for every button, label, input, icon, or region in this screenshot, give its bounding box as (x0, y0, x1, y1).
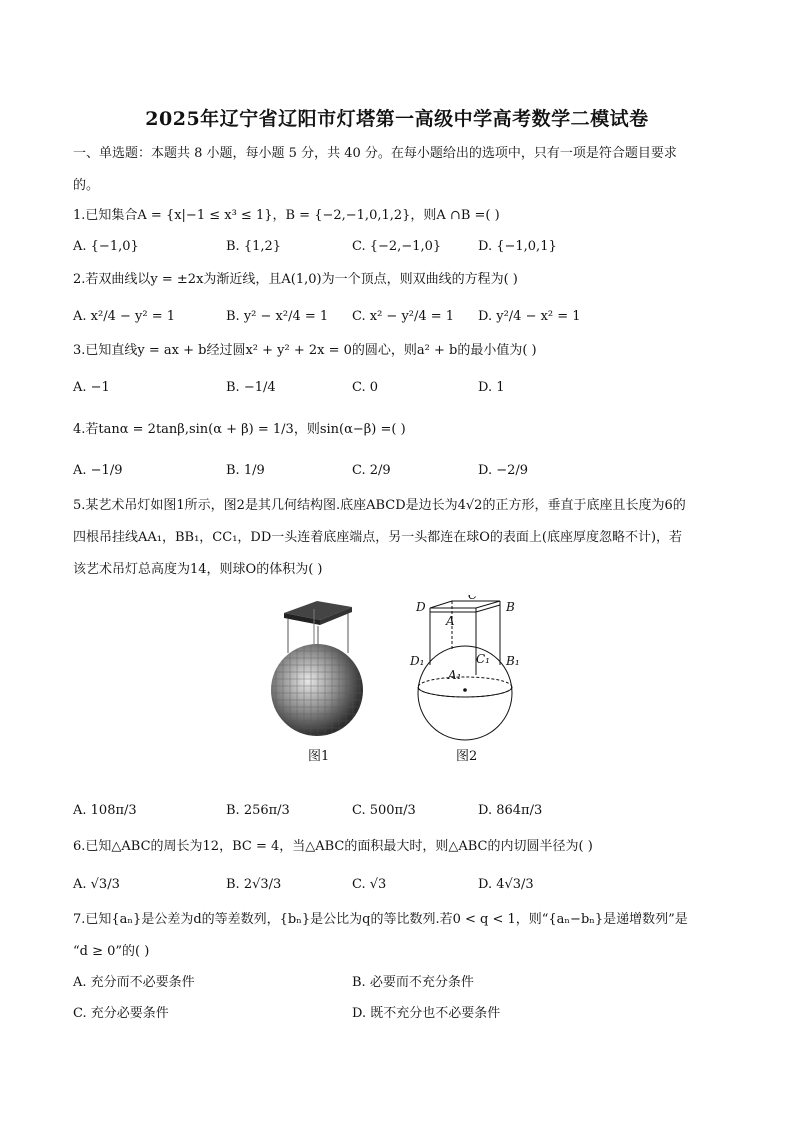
label-a: A (446, 614, 455, 628)
question-1-option-b: B. {1,2} (226, 239, 282, 254)
question-2-option-b: B. y² − x²/4 = 1 (226, 309, 329, 324)
figure-1-lamp (271, 601, 363, 736)
question-7-option-a: A. 充分而不必要条件 (73, 975, 195, 990)
question-3-option-b: B. −1/4 (226, 380, 276, 395)
question-4-stem: 4.若tanα = 2tanβ,sin(α + β) = 1/3，则sin(α−β) =( ) (73, 422, 406, 437)
question-6-stem: 6.已知△ABC的周长为12，BC = 4，当△ABC的面积最大时，则△ABC的内切圆半径为( ) (73, 839, 593, 854)
label-a1: A₁ (448, 668, 462, 682)
question-6-option-a: A. √3/3 (73, 877, 120, 892)
figure-caption-2: 图2 (456, 749, 478, 764)
question-2-option-d: D. y²/4 − x² = 1 (478, 309, 581, 324)
question-5-stem-line3: 该艺术吊灯总高度为14，则球O的体积为( ) (73, 562, 323, 577)
label-d: D (416, 600, 426, 614)
question-1-option-c: C. {−2,−1,0} (352, 239, 442, 254)
question-5-option-b: B. 256π/3 (226, 803, 290, 818)
question-4-option-b: B. 1/9 (226, 463, 265, 478)
question-6-option-d: D. 4√3/3 (478, 877, 534, 892)
question-1-option-d: D. {−1,0,1} (478, 239, 557, 254)
question-7-option-d: D. 既不充分也不必要条件 (352, 1006, 501, 1021)
figure-2-structure (418, 601, 512, 740)
figure-caption-1: 图1 (308, 749, 330, 764)
label-c: C (468, 595, 478, 602)
question-6-option-b: B. 2√3/3 (226, 877, 282, 892)
question-4-option-c: C. 2/9 (352, 463, 391, 478)
label-b1: B₁ (506, 654, 520, 668)
question-7-option-c: C. 充分必要条件 (73, 1006, 169, 1021)
question-5-option-a: A. 108π/3 (73, 803, 137, 818)
lamp-figure-svg (262, 595, 532, 770)
label-d1: D₁ (410, 654, 425, 668)
question-3-option-c: C. 0 (352, 380, 379, 395)
question-3-option-a: A. −1 (73, 380, 110, 395)
page-title: 2025年辽宁省辽阳市灯塔第一高级中学高考数学二模试卷 (145, 108, 649, 130)
sphere-center-dot (463, 688, 467, 692)
question-1-stem: 1.已知集合A = {x|−1 ≤ x³ ≤ 1}，B = {−2,−1,0,1,2}，则A ∩B =( ) (73, 208, 500, 223)
question-7-option-b: B. 必要而不充分条件 (352, 975, 474, 990)
question-2-option-c: C. x² − y²/4 = 1 (352, 309, 455, 324)
question-5-figure (262, 595, 532, 770)
question-5-option-d: D. 864π/3 (478, 803, 543, 818)
question-6-option-c: C. √3 (352, 877, 387, 892)
label-b: B (506, 600, 515, 614)
label-c1: C₁ (476, 652, 490, 666)
question-7-stem-line2: “d ≥ 0”的( ) (73, 944, 150, 959)
question-2-option-a: A. x²/4 − y² = 1 (73, 309, 175, 324)
section-heading-line2: 的。 (73, 178, 100, 193)
question-1-option-a: A. {−1,0} (73, 239, 139, 254)
question-3-stem: 3.已知直线y = ax + b经过圆x² + y² + 2x = 0的圆心，则a² + b的最小值为( ) (73, 343, 537, 358)
question-4-option-a: A. −1/9 (73, 463, 123, 478)
question-5-option-c: C. 500π/3 (352, 803, 416, 818)
section-heading-line1: 一、单选题：本题共 8 小题，每小题 5 分，共 40 分。在每小题给出的选项中，只有一项是符合题目要求 (73, 146, 677, 161)
question-5-stem-line2: 四根吊挂线AA₁，BB₁，CC₁，DD一头连着底座端点，另一头都连在球O的表面上(底座厚度忽略不计)，若 (73, 530, 683, 545)
question-2-stem: 2.若双曲线以y = ±2x为渐近线，且A(1,0)为一个顶点，则双曲线的方程为( ) (73, 272, 518, 287)
question-5-stem-line1: 5.某艺术吊灯如图1所示，图2是其几何结构图.底座ABCD是边长为4√2的正方形，垂直于底座且长度为6的 (73, 498, 686, 513)
question-7-stem-line1: 7.已知{aₙ}是公差为d的等差数列，{bₙ}是公比为q的等比数列.若0 < q < 1，则“{aₙ−bₙ}是递增数列”是 (73, 912, 688, 927)
question-3-option-d: D. 1 (478, 380, 505, 395)
question-4-option-d: D. −2/9 (478, 463, 529, 478)
